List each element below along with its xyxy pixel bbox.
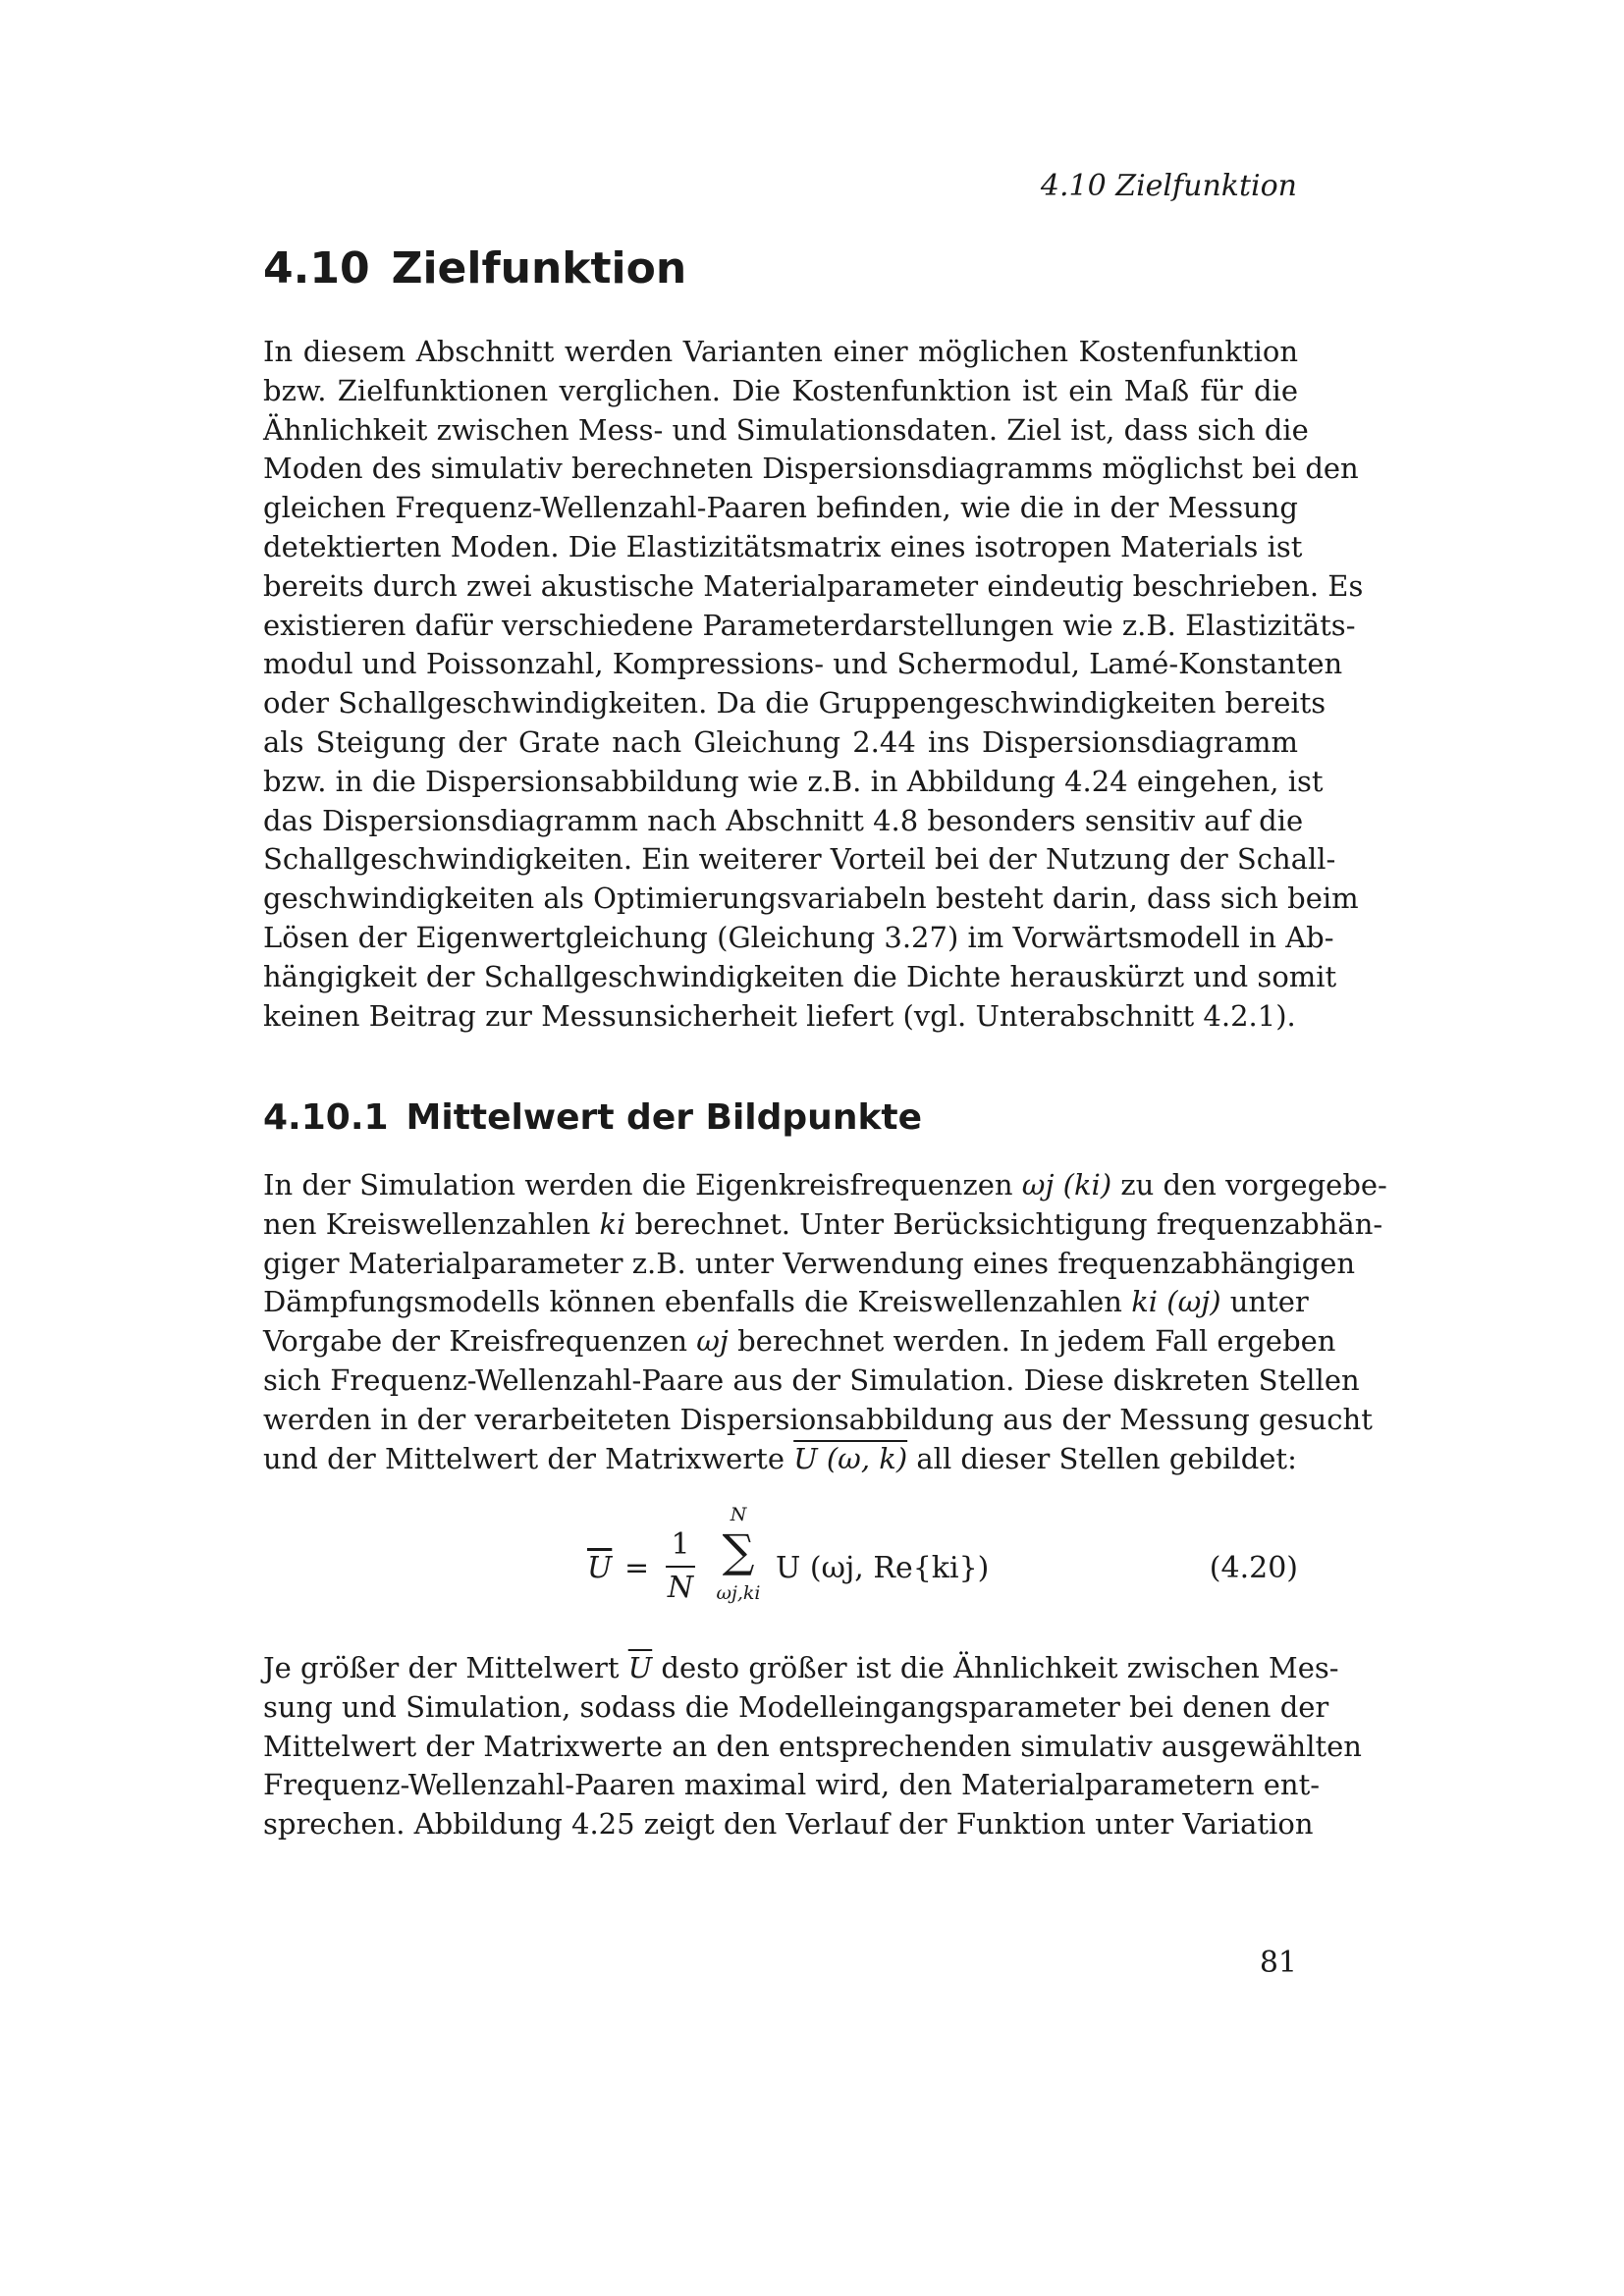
math-inline: ωj <box>696 1324 729 1359</box>
text-line: als Steigung der Grate nach Gleichung 2.44 ins Dispersionsdiagramm <box>263 724 1298 759</box>
sum-lower-limit: ωj,ki <box>716 1582 761 1604</box>
math-inline: U (ω, k) <box>793 1441 908 1475</box>
section-title-text: Zielfunktion <box>391 243 687 294</box>
sum-upper-limit: N <box>730 1504 747 1525</box>
equation-number: (4.20) <box>1209 1551 1298 1585</box>
text-line: existieren dafür verschiedene Parameterdarstellungen wie z.B. Elastizitäts- <box>263 608 1356 642</box>
text-line: geschwindigkeiten als Optimierungsvariabeln besteht darin, dass sich beim <box>263 881 1359 916</box>
text-line: In diesem Abschnitt werden Varianten einer möglichen Kostenfunktion <box>263 335 1298 368</box>
running-header: 4.10 Zielfunktion <box>1040 169 1297 203</box>
text-line: hängigkeit der Schallgeschwindigkeiten die Dichte herauskürzt und somit <box>263 959 1337 993</box>
text-line: Ähnlichkeit zwischen Mess- und Simulationsdaten. Ziel ist, dass sich die <box>263 412 1309 447</box>
text-line: werden in der verarbeiteten Dispersionsabbildung aus der Messung gesucht <box>263 1402 1373 1436</box>
fraction-denominator: N <box>667 1571 694 1605</box>
section-title <box>263 243 686 294</box>
subsection-title-text: Mittelwert der Bildpunkte <box>406 1097 923 1138</box>
math-inline: ωj (ki) <box>1021 1168 1112 1201</box>
math-inline: ki <box>599 1206 626 1241</box>
math-inline: $\overline{U}$ <box>627 1651 653 1684</box>
text-line: nen Kreiswellenzahlen ki berechnet. Unter Berücksichtigung frequenzabhän- <box>263 1206 1383 1241</box>
method-paragraph <box>263 1166 1387 1478</box>
text-line: detektierten Moden. Die Elastizitätsmatrix eines isotropen Materials ist <box>263 529 1303 563</box>
text-line: modul und Poissonzahl, Kompressions- und Schermodul, Lamé-Konstanten <box>263 647 1343 681</box>
text-line: das Dispersionsdiagramm nach Abschnitt 4.8 besonders sensitiv auf die <box>263 803 1304 837</box>
text-line: und der Mittelwert der Matrixwerte U (ω, k) all dieser Stellen gebildet: <box>263 1441 1297 1475</box>
text-line: giger Materialparameter z.B. unter Verwendung eines frequenzabhängigen <box>263 1246 1356 1280</box>
equation-lhs: $\overline{U}$ <box>587 1551 613 1585</box>
fraction-bar <box>666 1566 695 1568</box>
text-line: gleichen Frequenz-Wellenzahl-Paaren befinden, wie die in der Messung <box>263 491 1298 525</box>
text-line: oder Schallgeschwindigkeiten. Da die Gruppengeschwindigkeiten bereits <box>263 686 1326 721</box>
text-line: bereits durch zwei akustische Materialparameter eindeutig beschrieben. Es <box>263 568 1364 603</box>
text-line: Je größer der Mittelwert $\overline{U}$ desto größer ist die Ähnlichkeit zwischen Mes- <box>263 1651 1339 1684</box>
text-line: sich Frequenz-Wellenzahl-Paare aus der Simulation. Diese diskreten Stellen <box>263 1362 1360 1397</box>
fraction-numerator: 1 <box>671 1527 690 1562</box>
text-line: Frequenz-Wellenzahl-Paaren maximal wird, den Materialparametern ent- <box>263 1768 1321 1802</box>
text-line: In der Simulation werden die Eigenkreisfrequenzen ωj (ki) zu den vorgegebe- <box>263 1168 1387 1201</box>
math-inline: ki (ωj) <box>1131 1285 1221 1319</box>
text-line: keinen Beitrag zur Messunsicherheit liefert (vgl. Unterabschnitt 4.2.1). <box>263 998 1296 1033</box>
text-line: Vorgabe der Kreisfrequenzen ωj berechnet werden. In jedem Fall ergeben <box>263 1324 1336 1359</box>
equation-equals: = <box>624 1551 650 1585</box>
section-number: 4.10 <box>263 243 370 294</box>
summand: U (ωj, Re{ki}) <box>776 1551 990 1585</box>
equation-4-20 <box>263 1504 1298 1620</box>
result-paragraph <box>263 1649 1362 1844</box>
page-number: 81 <box>1259 1946 1297 1980</box>
text-line: Schallgeschwindigkeiten. Ein weiterer Vorteil bei der Nutzung der Schall- <box>263 842 1336 877</box>
text-line: Lösen der Eigenwertgleichung (Gleichung 3.27) im Vorwärtsmodell in Ab- <box>263 920 1334 954</box>
text-line: sung und Simulation, sodass die Modelleingangsparameter bei denen der <box>263 1689 1329 1724</box>
text-line: bzw. Zielfunktionen verglichen. Die Kostenfunktion ist ein Maß für die <box>263 373 1298 407</box>
text-line: Dämpfungsmodells können ebenfalls die Kreiswellenzahlen ki (ωj) unter <box>263 1285 1309 1319</box>
subsection-title <box>263 1097 922 1138</box>
intro-paragraph <box>263 333 1364 1036</box>
text-line: Mittelwert der Matrixwerte an den entsprechenden simulativ ausgewählten <box>263 1729 1362 1763</box>
text-line: Moden des simulativ berechneten Dispersionsdiagramms möglichst bei den <box>263 452 1359 486</box>
sum-icon: ∑ <box>722 1524 755 1577</box>
text-line: sprechen. Abbildung 4.25 zeigt den Verlauf der Funktion unter Variation <box>263 1807 1314 1842</box>
subsection-number: 4.10.1 <box>263 1097 389 1138</box>
text-line: bzw. in die Dispersionsabbildung wie z.B. in Abbildung 4.24 eingehen, ist <box>263 764 1324 798</box>
